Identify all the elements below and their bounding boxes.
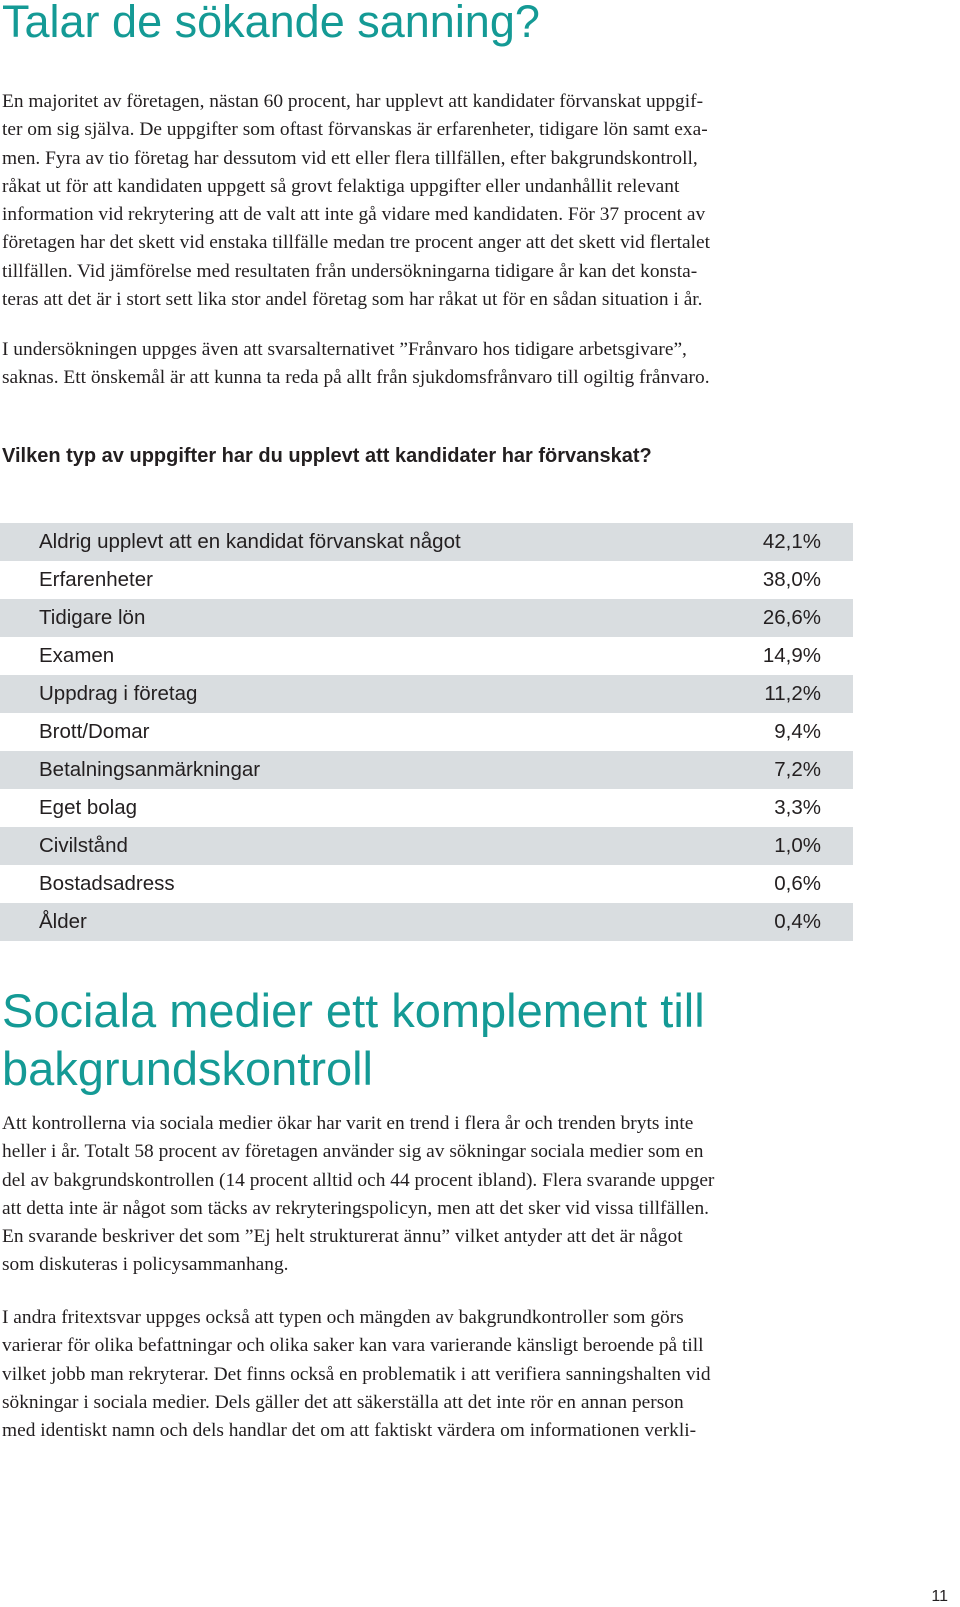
paragraph-line: sökningar i sociala medier. Dels gäller det att säkerställa att det inte rör en annan person — [2, 1391, 684, 1413]
row-value: 3,3% — [774, 796, 821, 819]
paragraph-line: I andra fritextsvar uppges också att typen och mängden av bakgrundkontroller som görs — [2, 1307, 684, 1328]
row-label: Erfarenheter — [39, 568, 153, 591]
paragraph-line: I undersökningen uppges även att svarsalternativet ”Frånvaro hos tidigare arbetsgivare”, — [2, 339, 687, 360]
page-heading: Talar de sökande sanning? — [2, 0, 540, 47]
row-label: Tidigare lön — [39, 606, 146, 629]
paragraph-line: saknas. Ett önskemål är att kunna ta reda på allt från sjukdomsfrånvaro till ogiltig frånvaro. — [2, 367, 710, 389]
table-row — [0, 903, 853, 941]
paragraph-line: råkat ut för att kandidaten uppgett så grovt felaktiga uppgifter eller undanhållit relevant — [2, 175, 680, 197]
section-heading — [2, 982, 902, 1098]
paragraph-line: företagen har det skett vid enstaka tillfälle medan tre procent anger att det skett vid flertalet — [2, 232, 711, 254]
table-row — [0, 561, 853, 599]
row-value: 7,2% — [774, 758, 821, 781]
row-value: 42,1% — [762, 530, 821, 553]
paragraph-line: att detta inte är något som täcks av rekryteringspolicyn, men att det sker vid vissa tillfällen. — [2, 1197, 710, 1219]
table-row — [0, 827, 853, 865]
paragraph-line: tillfällen. Vid jämförelse med resultaten från undersökningarna tidigare år kan det konsta- — [2, 260, 698, 282]
table-row — [0, 713, 853, 751]
table-row — [0, 599, 853, 637]
row-value: 26,6% — [762, 606, 821, 629]
free-text-paragraph — [2, 1304, 852, 1445]
table-row — [0, 523, 853, 561]
absence-paragraph — [2, 336, 852, 393]
row-label: Civilstånd — [39, 834, 128, 857]
paragraph-line: En majoritet av företagen, nästan 60 procent, har upplevt att kandidater förvanskat uppgif- — [2, 91, 704, 112]
row-value: 14,9% — [762, 644, 821, 667]
row-label: Brott/Domar — [39, 720, 150, 743]
section-heading-line: bakgrundskontroll — [2, 1042, 373, 1095]
table-row — [0, 789, 853, 827]
intro-paragraph — [2, 88, 852, 314]
paragraph-line: varierar för olika befattningar och olika saker kan vara varierande känsligt beroende på till — [2, 1335, 704, 1357]
row-label: Aldrig upplevt att en kandidat förvanskat något — [39, 530, 461, 553]
row-value: 11,2% — [764, 682, 821, 705]
paragraph-line: men. Fyra av tio företag har dessutom vid ett eller flera tillfällen, efter bakgrundskontroll, — [2, 147, 698, 169]
paragraph-line: Att kontrollerna via sociala medier ökar har varit en trend i flera år och trenden bryts inte — [2, 1113, 694, 1134]
paragraph-line: vilket jobb man rekryterar. Det finns också en problematik i att verifiera sanningshalten vid — [2, 1363, 711, 1385]
row-value: 38,0% — [762, 568, 821, 591]
table-row — [0, 751, 853, 789]
results-table — [0, 523, 853, 941]
row-label: Ålder — [39, 910, 87, 933]
row-label: Examen — [39, 644, 115, 667]
row-label: Eget bolag — [39, 796, 138, 819]
paragraph-line: ter om sig själva. De uppgifter som oftast förvanskas är erfarenheter, tidigare lön samt exa- — [2, 119, 708, 141]
table-row — [0, 675, 853, 713]
row-value: 1,0% — [774, 834, 821, 857]
row-value: 0,6% — [774, 872, 821, 895]
paragraph-line: del av bakgrundskontrollen (14 procent alltid och 44 procent ibland). Flera svarande uppger — [2, 1169, 715, 1191]
survey-question: Vilken typ av uppgifter har du upplevt att kandidater har förvanskat? — [2, 445, 652, 467]
section-heading-line: Sociala medier ett komplement till — [2, 984, 705, 1037]
row-label: Bostadsadress — [39, 872, 175, 895]
paragraph-line: med identiskt namn och dels handlar det om att faktiskt värdera om informationen verkli- — [2, 1420, 697, 1442]
row-value: 0,4% — [774, 910, 821, 933]
table-row — [0, 865, 853, 903]
row-label: Betalningsanmärkningar — [39, 758, 261, 781]
table-row — [0, 637, 853, 675]
paragraph-line: teras att det är i stort sett lika stor andel företag som har råkat ut för en sådan situation i år. — [2, 289, 703, 311]
row-value: 9,4% — [774, 720, 821, 743]
social-media-paragraph — [2, 1110, 852, 1280]
paragraph-line: En svarande beskriver det som ”Ej helt strukturerat ännu” vilket antyder att det är något — [2, 1226, 683, 1248]
page-number: 11 — [931, 1588, 948, 1605]
paragraph-line: heller i år. Totalt 58 procent av företagen använder sig av sökningar sociala medier som en — [2, 1141, 704, 1163]
row-label: Uppdrag i företag — [39, 682, 198, 705]
paragraph-line: information vid rekrytering att de valt att inte gå vidare med kandidaten. För 37 procent av — [2, 204, 706, 226]
paragraph-line: som diskuteras i policysammanhang. — [2, 1254, 289, 1276]
